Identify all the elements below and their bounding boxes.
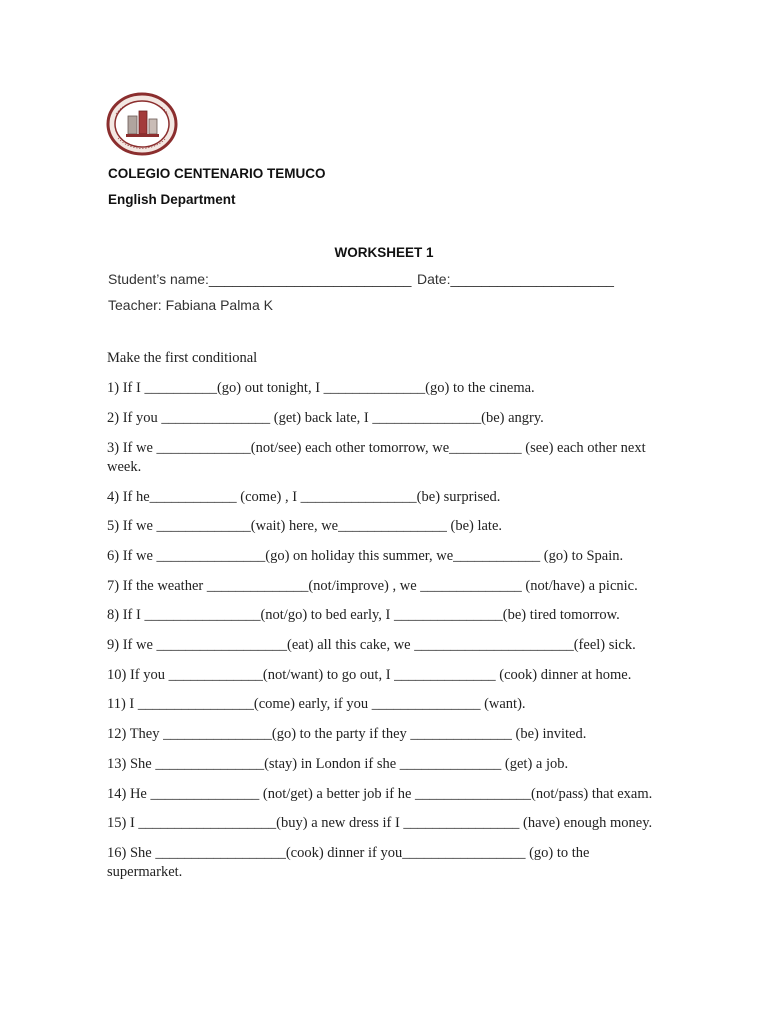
exercise-list	[107, 379, 667, 882]
exercise-item: 12) They _______________(go) to the party if they ______________ (be) invited.	[107, 726, 587, 742]
date-field: Date:_____________________	[417, 271, 614, 287]
instructions: Make the first conditional	[107, 350, 258, 366]
student-name-field: Student’s name:__________________________	[108, 271, 412, 287]
exercise-item: 13) She _______________(stay) in London if she ______________ (get) a job.	[107, 756, 569, 772]
exercise-item: 14) He _______________ (not/get) a better job if he ________________(not/pass) that exam.	[107, 786, 653, 802]
worksheet-title: WORKSHEET 1	[334, 245, 434, 260]
school-name: COLEGIO CENTENARIO TEMUCO	[108, 166, 326, 181]
exercise-item: 9) If we __________________(eat) all this cake, we ______________________(feel) sick.	[107, 637, 636, 653]
exercise-item: 15) I ___________________(buy) a new dress if I ________________ (have) enough money.	[107, 815, 653, 831]
department-name: English Department	[108, 192, 236, 207]
exercise-item: 3) If we _____________(not/see) each other tomorrow, we__________ (see) each other next week.	[107, 440, 646, 475]
teacher-name: Teacher: Fabiana Palma K	[108, 297, 273, 313]
exercise-item: 4) If he____________ (come) , I ________________(be) surprised.	[107, 489, 501, 505]
exercise-item: 2) If you _______________ (get) back late, I _______________(be) angry.	[107, 410, 544, 426]
exercise-item: 16) She __________________(cook) dinner if you_________________ (go) to the supermarket.	[107, 845, 590, 880]
exercise-item: 8) If I ________________(not/go) to bed early, I _______________(be) tired tomorrow.	[107, 607, 620, 623]
exercise-item: 11) I ________________(come) early, if you _______________ (want).	[107, 696, 526, 712]
exercise-item: 6) If we _______________(go) on holiday this summer, we____________ (go) to Spain.	[107, 548, 624, 564]
exercise-item: 1) If I __________(go) out tonight, I ______________(go) to the cinema.	[107, 380, 535, 396]
exercise-item: 10) If you _____________(not/want) to go out, I ______________ (cook) dinner at home.	[107, 667, 632, 683]
exercise-item: 5) If we _____________(wait) here, we_______________ (be) late.	[107, 518, 503, 534]
exercise-item: 7) If the weather ______________(not/improve) , we ______________ (not/have) a picnic.	[107, 578, 638, 594]
school-logo	[106, 92, 178, 156]
